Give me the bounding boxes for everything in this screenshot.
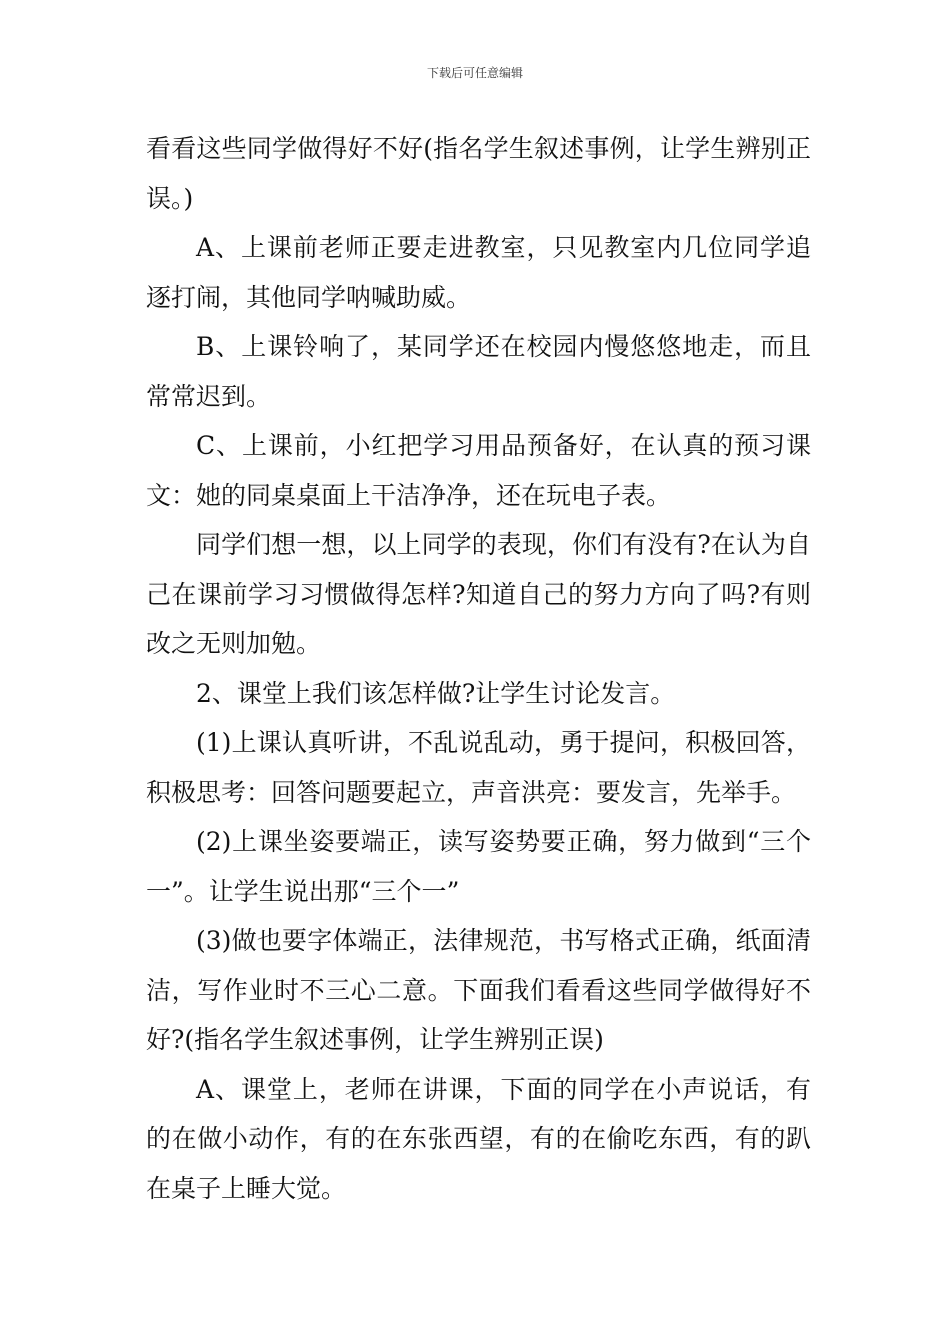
paragraph-rule-2: (2)上课坐姿要端正，读写姿势要正确，努力做到“三个一”。让学生说出那“三个一” <box>146 827 811 906</box>
paragraph-rule-1: (1)上课认真听讲，不乱说乱动，勇于提问，积极回答，积极思考：回答问题要起立，声音洪亮：要发言，先举手。 <box>146 728 811 807</box>
paragraph-rule-3: (3)做也要字体端正，法律规范，书写格式正确，纸面清洁，写作业时不三心二意。下面我们看看这些同学做得好不好?(指名学生叙述事例，让学生辨别正误) <box>146 926 811 1054</box>
paragraph-example-a: A、上课前老师正要走进教室，只见教室内几位同学追逐打闹，其他同学呐喊助威。 <box>146 233 811 312</box>
document-body <box>146 124 811 1213</box>
paragraph-section-2: 2、课堂上我们该怎样做?让学生讨论发言。 <box>196 678 676 708</box>
paragraph-continuation: 看看这些同学做得好不好(指名学生叙述事例，让学生辨别正误。) <box>146 134 811 213</box>
paragraph-class-example-a: A、课堂上，老师在讲课，下面的同学在小声说话，有的在做小动作，有的在东张西望，有的在偷吃东西，有的趴在桌子上睡大觉。 <box>146 1074 811 1203</box>
paragraph-example-c: C、上课前，小红把学习用品预备好，在认真的预习课文：她的同桌桌面上干洁净净，还在玩电子表。 <box>146 431 811 510</box>
page-header: 下载后可任意编辑 <box>426 66 523 80</box>
paragraph-example-b: B、上课铃响了，某同学还在校园内慢悠悠地走，而且常常迟到。 <box>146 332 811 411</box>
paragraph-reflection: 同学们想一想，以上同学的表现，你们有没有?在认为自己在课前学习习惯做得怎样?知道自己的努力方向了吗?有则改之无则加勉。 <box>146 530 811 658</box>
